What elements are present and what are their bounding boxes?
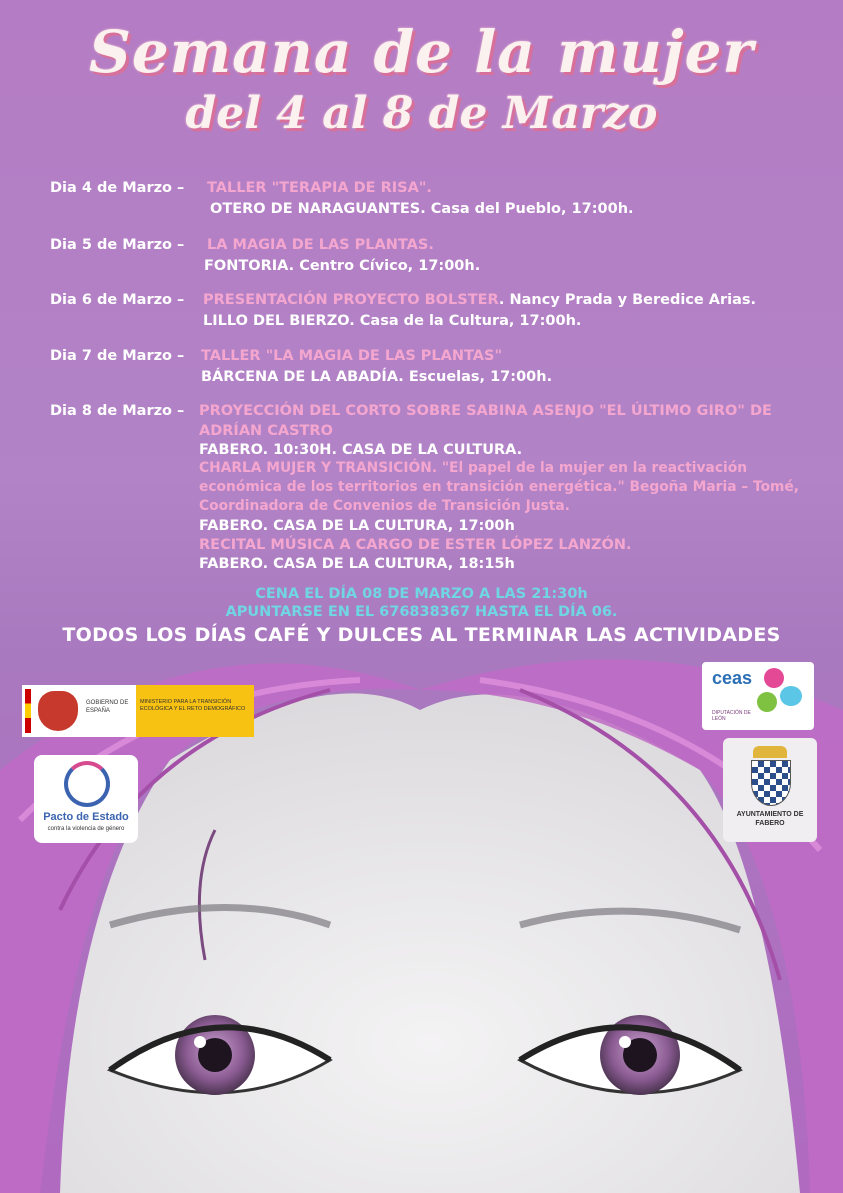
- event-title-line: [203, 290, 756, 310]
- dinner-signup: APUNTARSE EN EL 676838367 HASTA EL DÍA 06.: [225, 604, 618, 620]
- day-label: Dia 6 de Marzo –: [50, 292, 185, 308]
- event-title: PROYECCIÓN DEL CORTO SOBRE SABINA ASENJO "EL ÚLTIMO GIRO" DE ADRÍAN CASTRO: [199, 403, 772, 439]
- day-label: Dia 7 de Marzo –: [50, 348, 185, 364]
- diputacion-text: DIPUTACIÓN DE LEÓN: [712, 710, 751, 722]
- dinner-info: CENA EL DÍA 08 DE MARZO A LAS 21:30h: [255, 586, 588, 602]
- smile-icon: [64, 761, 110, 807]
- day-label: Dia 8 de Marzo –: [50, 403, 185, 419]
- event-title: RECITAL MÚSICA A CARGO DE ESTER LÓPEZ LANZÓN.: [199, 537, 632, 553]
- gobierno-text: GOBIERNO DE ESPAÑA: [86, 700, 129, 714]
- event-place: LILLO DEL BIERZO. Casa de la Cultura, 17:00h.: [203, 313, 582, 329]
- flag-icon: [25, 689, 31, 733]
- crown-icon: [753, 746, 787, 758]
- daily-note: TODOS LOS DÍAS CAFÉ Y DULCES AL TERMINAR LAS ACTIVIDADES: [62, 624, 781, 646]
- shield-icon: [751, 760, 791, 806]
- poster-title: Semana de la mujer: [88, 18, 755, 86]
- figure-icon: [780, 686, 802, 706]
- event-place: BÁRCENA DE LA ABADÍA. Escuelas, 17:00h.: [201, 369, 553, 385]
- event-place: OTERO DE NARAGUANTES. Casa del Pueblo, 17:00h.: [210, 201, 634, 217]
- day-label: Dia 4 de Marzo –: [50, 180, 185, 196]
- event-title: TALLER "TERAPIA DE RISA".: [207, 180, 432, 196]
- ceas-logo: [702, 662, 814, 730]
- event-title: PRESENTACIÓN PROYECTO BOLSTER: [203, 292, 499, 308]
- poster-subtitle: del 4 al 8 de Marzo: [185, 88, 658, 139]
- day-label: Dia 5 de Marzo –: [50, 237, 185, 253]
- gobierno-logo: [22, 685, 254, 737]
- event-place: FABERO. CASA DE LA CULTURA, 17:00h: [199, 518, 515, 534]
- figure-icon: [764, 668, 784, 688]
- pacto-logo: [34, 755, 138, 843]
- ceas-text: ceas: [712, 668, 753, 688]
- figure-icon: [757, 692, 777, 712]
- pacto-text: Pacto de Estado: [43, 811, 129, 823]
- event-title: LA MAGIA DE LAS PLANTAS.: [207, 237, 434, 253]
- pacto-subtext: contra la violencia de género: [47, 826, 125, 832]
- ayuntamiento-logo: [723, 738, 817, 842]
- event-place: FONTORIA. Centro Cívico, 17:00h.: [204, 258, 481, 274]
- event-title: TALLER "LA MAGIA DE LAS PLANTAS": [201, 348, 503, 364]
- ministerio-text: MINISTERIO PARA LA TRANSICIÓN ECOLÓGICA Y EL RETO DEMOGRÁFICO: [140, 699, 246, 712]
- ayto-text: AYUNTAMIENTO DE FABERO: [736, 811, 804, 827]
- event-place: FABERO. CASA DE LA CULTURA, 18:15h: [199, 556, 515, 572]
- event-title: CHARLA MUJER Y TRANSICIÓN. "El papel de la mujer en la reactivación económica de los territorios en transición energética." Begoña Maria – Tomé, Coordinadora de Convenios de Transición Justa.: [199, 460, 800, 514]
- coat-of-arms-icon: [38, 691, 78, 731]
- event-place: FABERO. 10:30H. CASA DE LA CULTURA.: [199, 442, 523, 458]
- event-speakers: . Nancy Prada y Beredice Arias.: [498, 292, 757, 308]
